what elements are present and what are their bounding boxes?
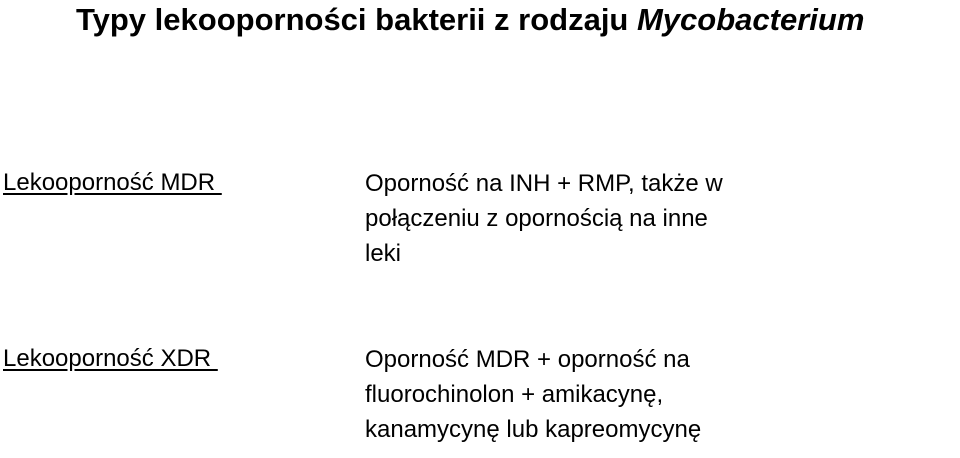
term-mdr: Lekooporność MDR bbox=[3, 169, 222, 196]
definition-mdr bbox=[365, 166, 925, 271]
definition-line: fluorochinolon + amikacynę, bbox=[365, 381, 664, 408]
title-main-text: Typy lekooporności bakterii z rodzaju bbox=[76, 2, 637, 37]
term-xdr: Lekooporność XDR bbox=[3, 345, 218, 372]
slide-title bbox=[76, 0, 864, 40]
definition-line: połączeniu z opornością na inne bbox=[365, 205, 708, 232]
definition-xdr bbox=[365, 342, 925, 447]
definition-line: leki bbox=[365, 240, 402, 267]
title-genus-name: Mycobacterium bbox=[636, 2, 865, 37]
definition-line: Oporność MDR + oporność na bbox=[365, 346, 690, 373]
definition-line: kanamycynę lub kapreomycynę bbox=[365, 416, 702, 443]
definition-line: Oporność na INH + RMP, także w bbox=[365, 170, 723, 197]
